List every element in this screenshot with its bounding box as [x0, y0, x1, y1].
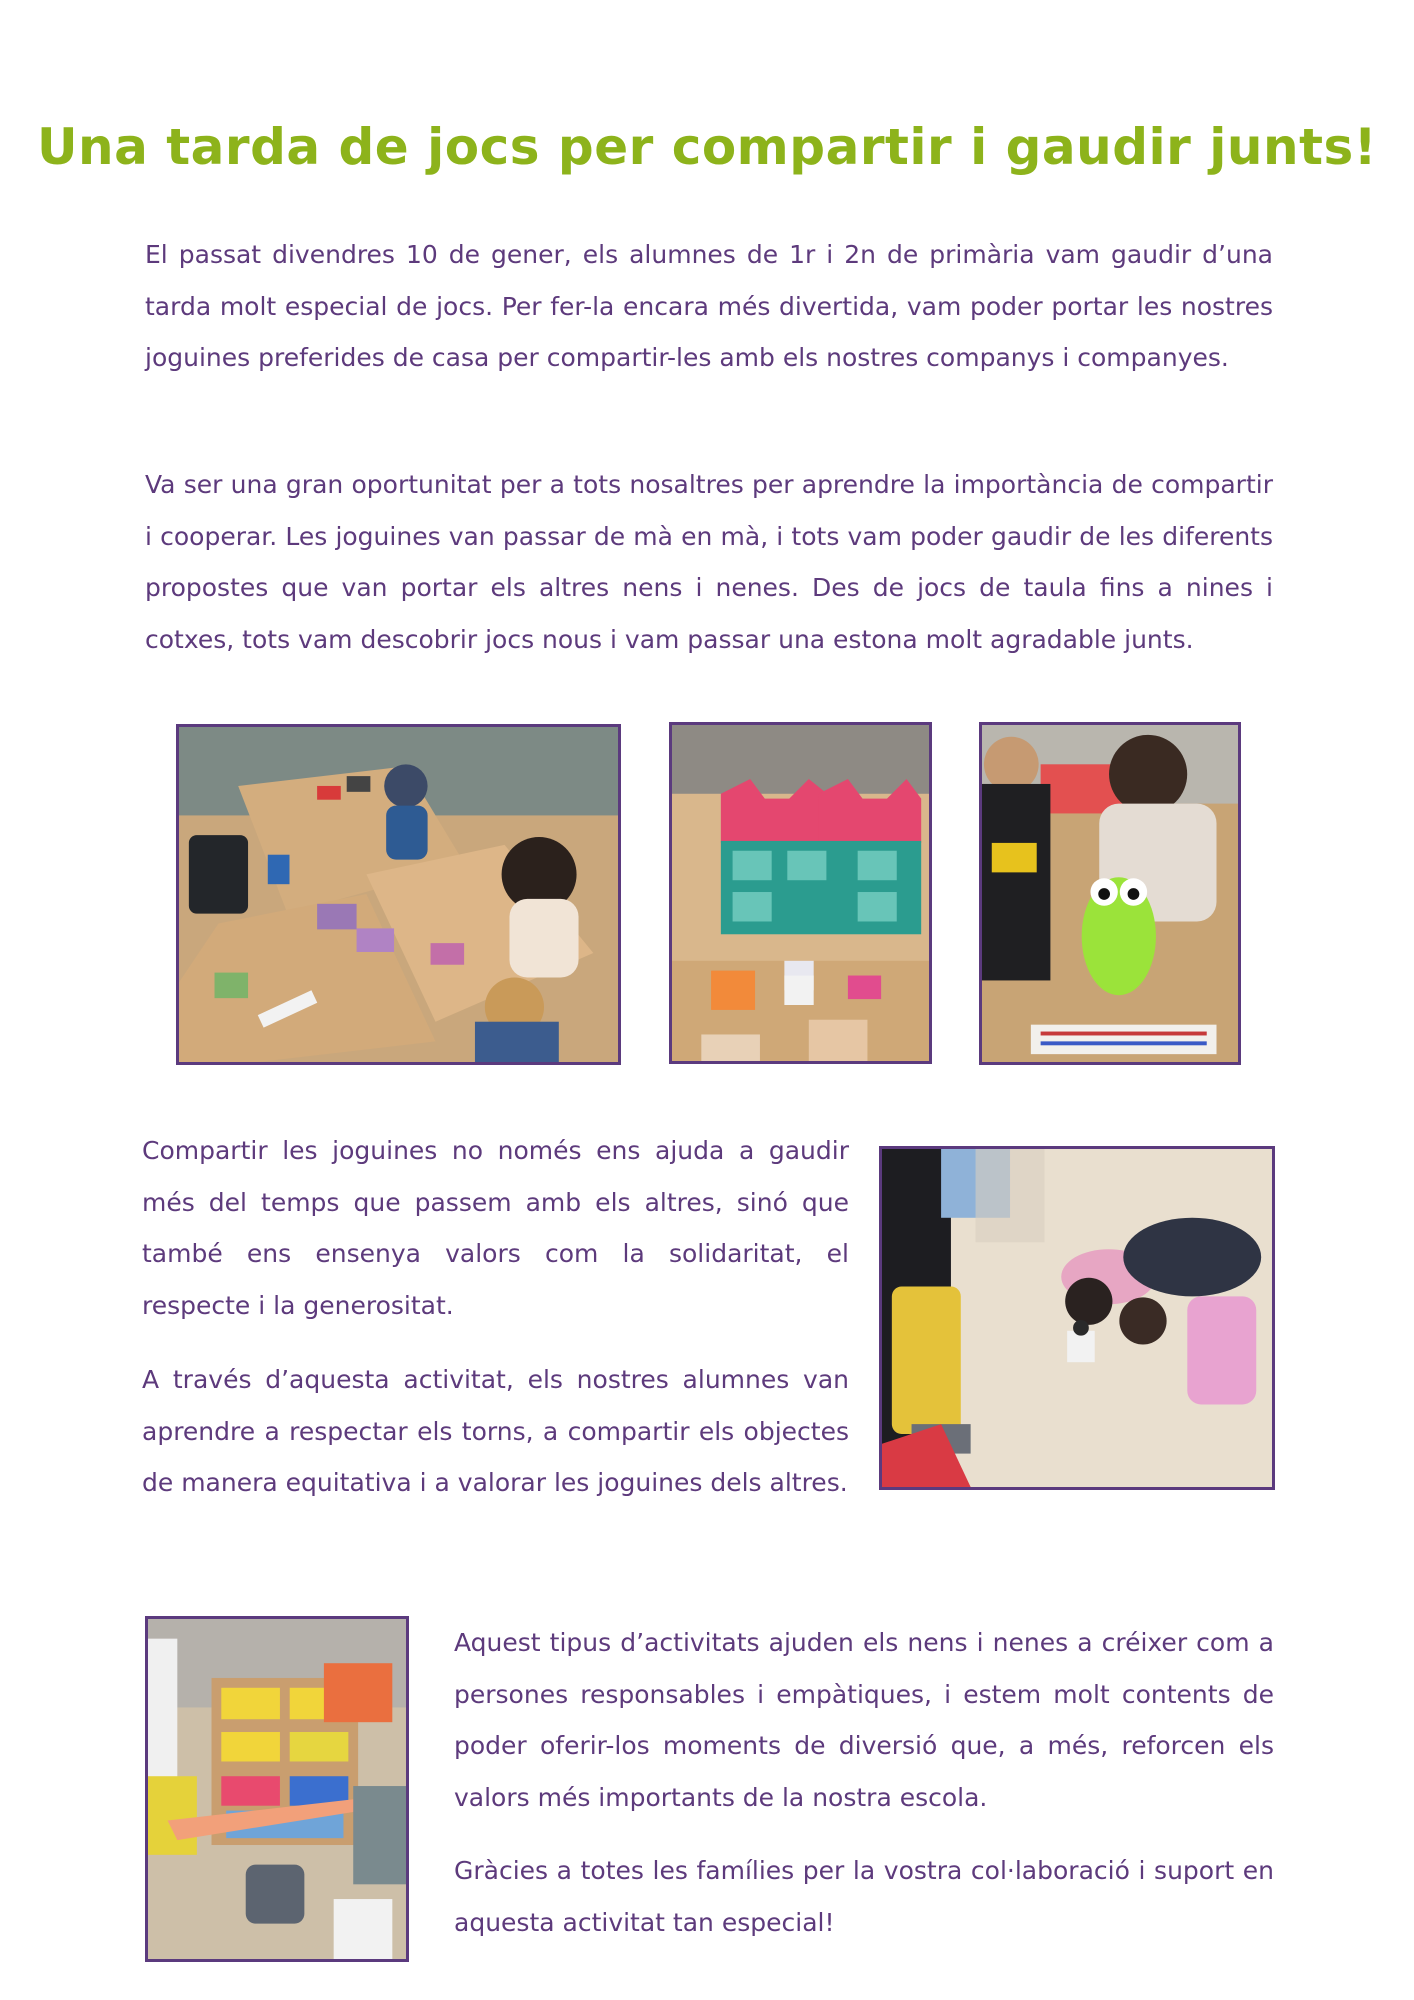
paragraph-5: Aquest tipus d’activitats ajuden els nens i nenes a créixer com a persones responsables i empàtiques, i estem molt contents de poder oferir-los moments de diversió que, a més, reforcen els valors més importants de la nostra escola. — [454, 1628, 1274, 1812]
photo-robot-floor — [879, 1146, 1275, 1490]
paragraph-2: Va ser una gran oportunitat per a tots nosaltres per aprendre la importància de compartir i cooperar. Les joguines van passar de mà en mà, i tots vam poder gaudir de les diferents propostes que van portar els altres nens i nenes. Des de jocs de taula fins a nines i cotxes, tots vam descobrir jocs nous i vam passar una estona molt agradable junts. — [145, 470, 1273, 654]
page-title: Una tarda de jocs per compartir i gaudir junts! — [36, 118, 1378, 176]
photo-card-games — [176, 724, 621, 1065]
paragraph-4: A través d’aquesta activitat, els nostres alumnes van aprendre a respectar els torns, a compartir els objectes de manera equitativa i a valorar les joguines dels altres. — [142, 1365, 849, 1497]
photo-crocodile-game — [979, 722, 1241, 1065]
paragraph-1: El passat divendres 10 de gener, els alumnes de 1r i 2n de primària vam gaudir d’una tarda molt especial de jocs. Per fer-la encara més divertida, vam poder portar les nostres joguines preferides de casa per compartir-les amb els nostres companys i companyes. — [145, 240, 1273, 372]
paragraph-3: Compartir les joguines no només ens ajuda a gaudir més del temps que passem amb els altres, sinó que també ens ensenya valors com la solidaritat, el respecte i la generositat. — [142, 1136, 849, 1320]
photo-toy-house — [669, 722, 932, 1064]
photo-rope-game — [145, 1616, 409, 1962]
paragraph-6: Gràcies a totes les famílies per la vostra col·laboració i suport en aquesta activitat tan especial! — [454, 1856, 1274, 1937]
